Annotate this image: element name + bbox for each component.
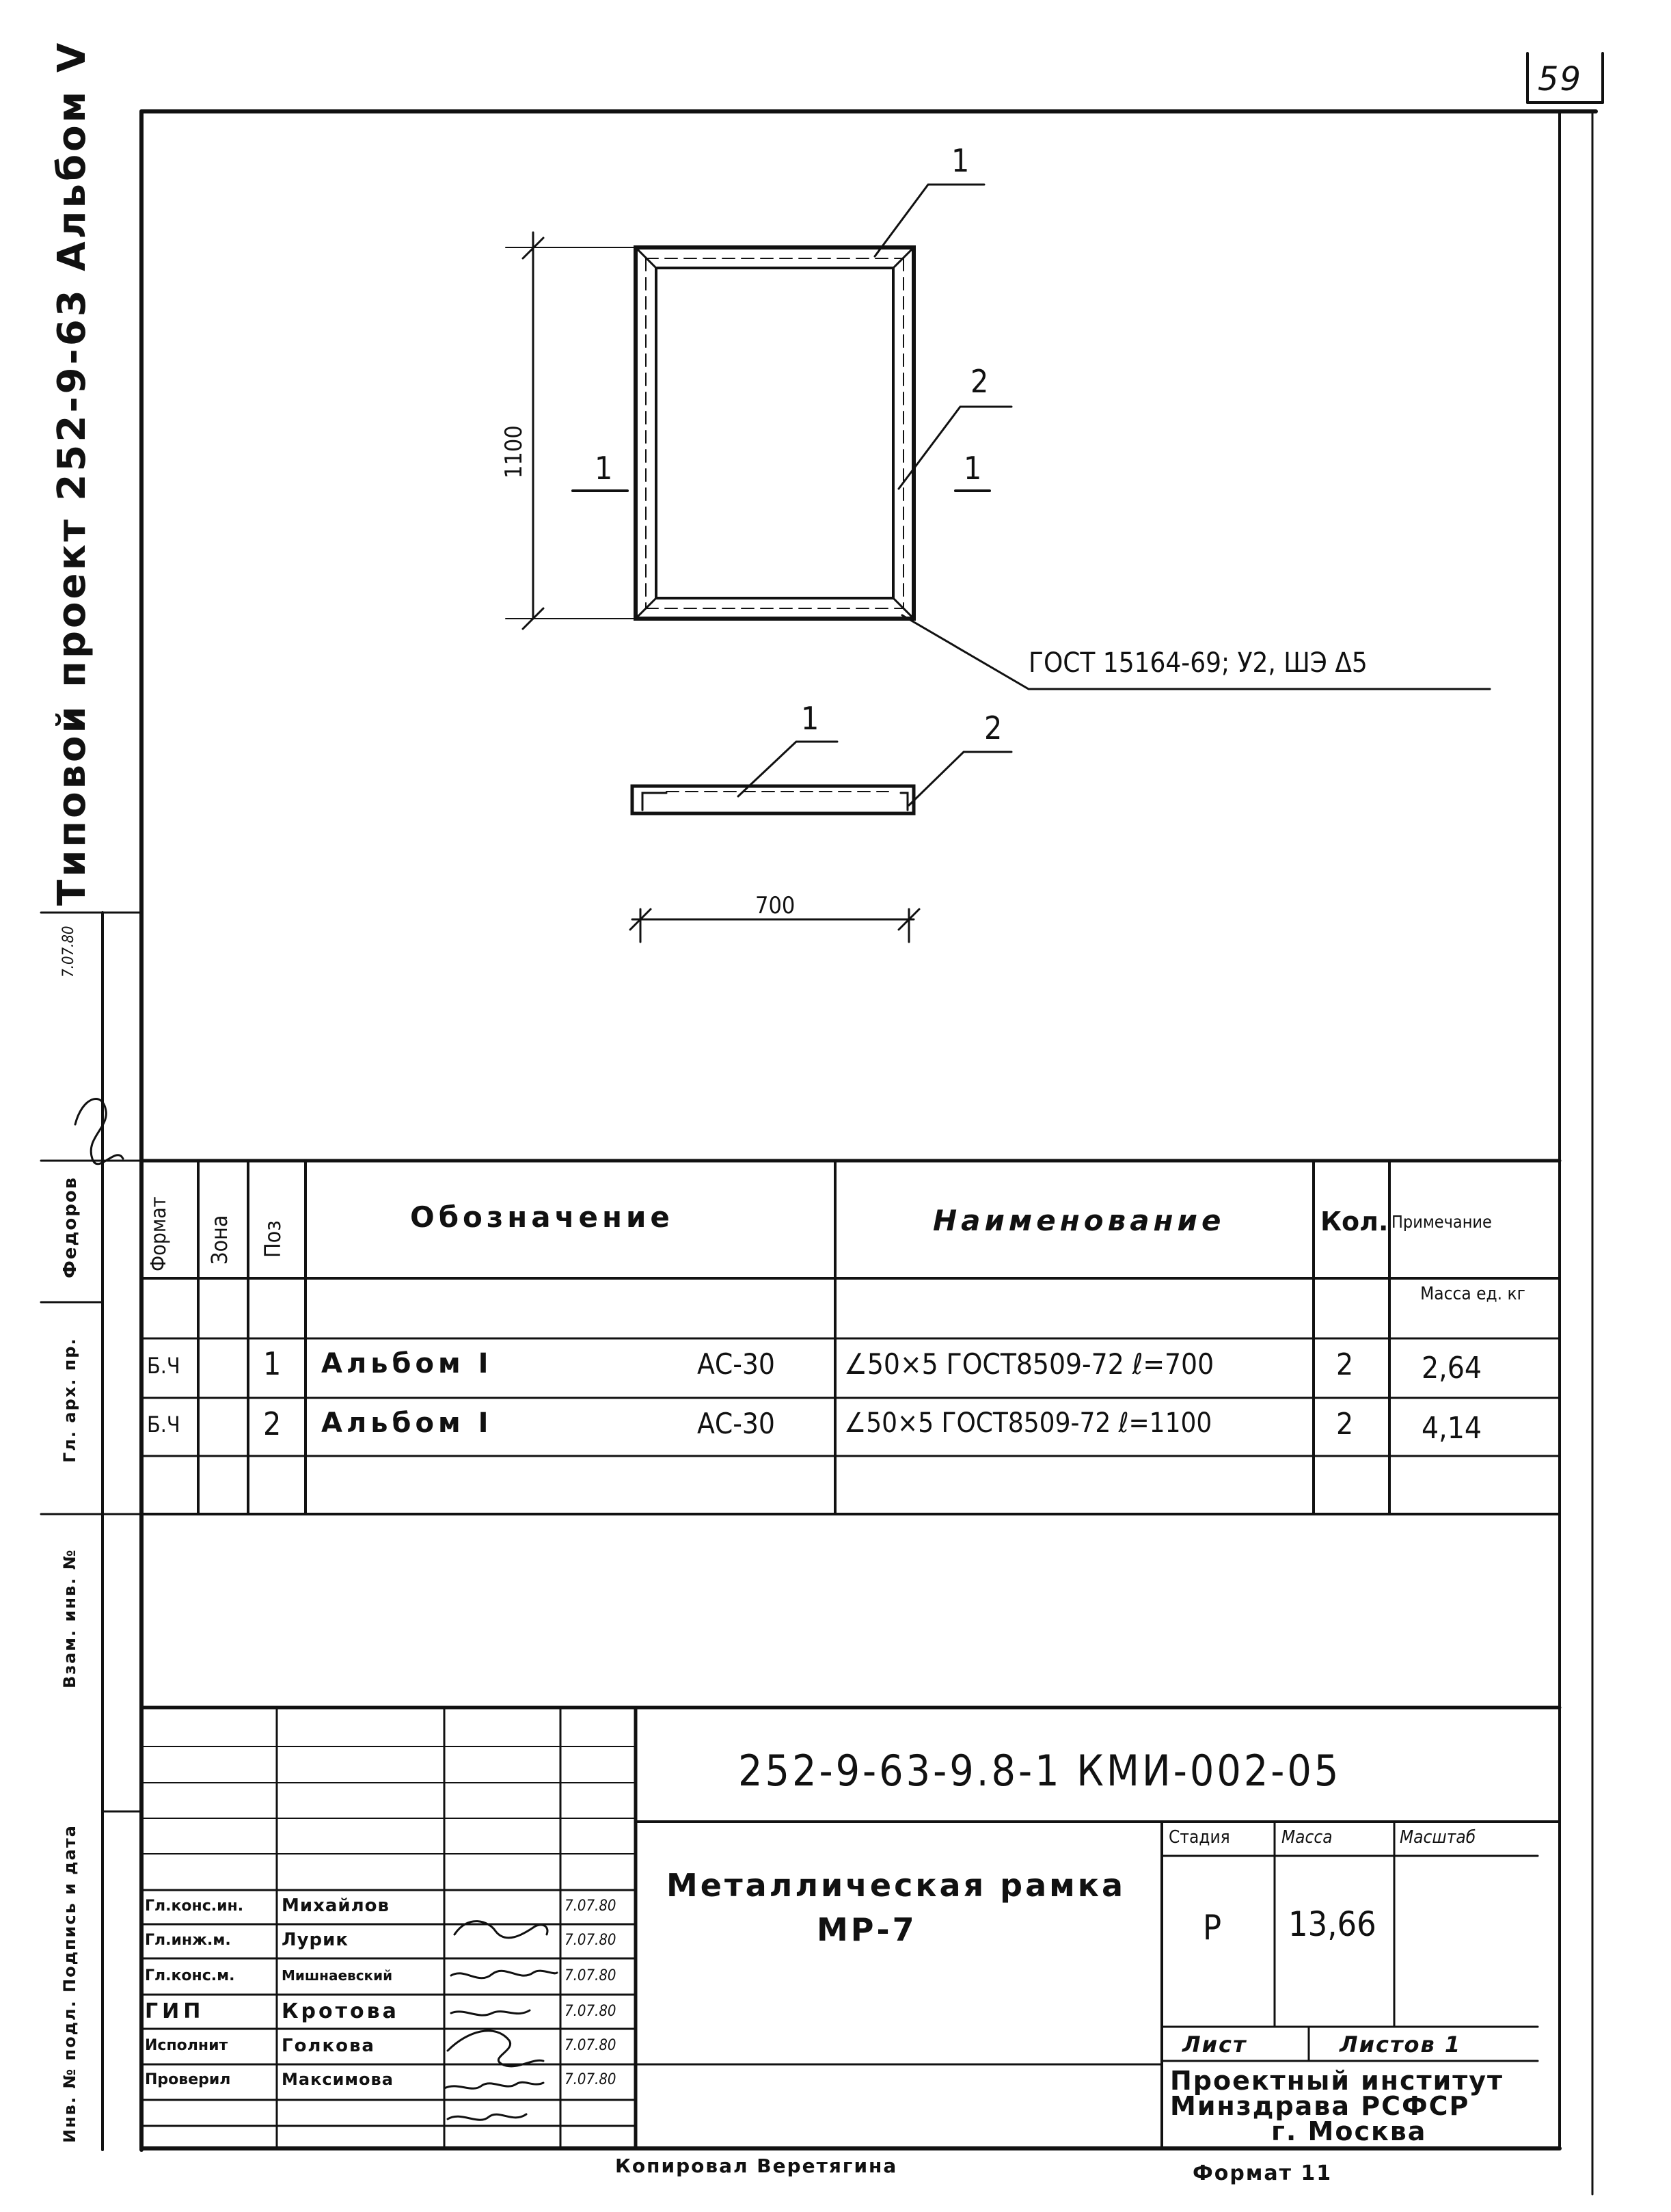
staff-date-3: 7.07.80 — [565, 1967, 616, 1984]
section-mark-left-label: 1 — [595, 450, 613, 487]
staff-role-3: Гл.конс.м. — [145, 1967, 235, 1984]
org-line-1: Проектный институт — [1170, 2066, 1504, 2096]
staff-role-5: Исполнит — [145, 2037, 228, 2054]
staff-date-5: 7.07.80 — [565, 2037, 616, 2054]
row2-mass: 4,14 — [1422, 1411, 1482, 1446]
binding-field-fedorov: Федоров — [60, 1176, 81, 1278]
staff-name-6: Максимова — [282, 2070, 394, 2089]
mass-label: Масса — [1281, 1827, 1333, 1848]
row1-qty: 2 — [1336, 1347, 1354, 1382]
header-format: Формат — [147, 1196, 171, 1271]
subheader-mass: Масса ед. кг — [1420, 1284, 1525, 1304]
binding-field-sign: Подпись и дата — [60, 1824, 79, 1993]
sheets-label: Листов 1 — [1340, 2032, 1462, 2058]
header-qty: Кол. — [1320, 1206, 1389, 1237]
staff-role-4: ГИП — [145, 1999, 205, 2023]
binding-field-inv: Инв. № подл. — [60, 1999, 79, 2143]
row2-name: ∠50×5 ГОСТ8509-72 ℓ=1100 — [844, 1407, 1212, 1439]
row1-format: Б.Ч — [147, 1353, 180, 1379]
scale-label: Масштаб — [1400, 1827, 1476, 1848]
section-leader-2-label: 2 — [984, 710, 1003, 746]
signature-krotova — [448, 2031, 543, 2066]
weld-note: ГОСТ 15164-69; У2, ШЭ Δ5 — [1029, 647, 1368, 679]
header-pos: Поз — [260, 1220, 286, 1258]
staff-role-1: Гл.конс.ин. — [145, 1898, 244, 1915]
title-line-1: Металлическая рамка — [666, 1867, 1126, 1904]
staff-date-4: 7.07.80 — [565, 2003, 616, 2020]
leader-section-2 — [909, 752, 1011, 805]
mass-value: 13,66 — [1288, 1904, 1376, 1944]
staff-name-4: Кротова — [282, 1999, 399, 2023]
binding-field-date: 7.07.80 — [60, 926, 77, 977]
sheet-label: Лист — [1182, 2032, 1247, 2058]
header-designation: Обозначение — [410, 1200, 674, 1234]
leader-top-label: 1 — [951, 142, 970, 179]
section-leader-1-label: 1 — [801, 700, 819, 737]
page-number: 59 — [1538, 60, 1583, 98]
staff-name-5: Голкова — [282, 2036, 375, 2056]
row1-name: ∠50×5 ГОСТ8509-72 ℓ=700 — [844, 1347, 1214, 1381]
staff-date-1: 7.07.80 — [565, 1898, 616, 1915]
row1-code: АС-30 — [697, 1347, 775, 1381]
signature-golkova — [444, 2082, 543, 2088]
header-zone: Зона — [206, 1215, 232, 1265]
row2-designation: Альбом I — [321, 1407, 493, 1439]
header-note: Примечание — [1391, 1212, 1492, 1232]
staff-role-6: Проверил — [145, 2071, 231, 2088]
staff-role-2: Гл.инж.м. — [145, 1932, 231, 1949]
signature-maksimova — [448, 2114, 526, 2120]
header-name: Наименование — [933, 1204, 1225, 1237]
dim-width-label: 700 — [755, 892, 796, 919]
stage-value: Р — [1203, 1908, 1222, 1947]
staff-name-2: Лурик — [282, 1930, 349, 1950]
frame-outer-outline — [636, 247, 914, 619]
staff-name-3: Мишнаевский — [282, 1967, 393, 1984]
binding-field-glarh: Гл. арх. пр. — [60, 1337, 79, 1463]
row2-pos: 2 — [263, 1405, 282, 1442]
leader-right-label: 2 — [970, 363, 989, 400]
org-line-3: г. Москва — [1271, 2116, 1427, 2146]
copied-by: Копировал Веретягина — [615, 2155, 898, 2177]
dim-height-label: 1100 — [500, 425, 528, 478]
binding-field-vzam: Взам. инв. № — [60, 1548, 79, 1688]
leader-section-1 — [738, 742, 837, 796]
row2-qty: 2 — [1336, 1407, 1354, 1442]
row1-pos: 1 — [263, 1345, 282, 1382]
format-label: Формат 11 — [1193, 2161, 1333, 2185]
stage-label: Стадия — [1169, 1827, 1230, 1848]
row2-code: АС-30 — [697, 1407, 775, 1440]
staff-date-6: 7.07.80 — [565, 2071, 616, 2088]
signature-lurik — [451, 1971, 557, 1978]
signature-fedorov — [75, 1099, 123, 1164]
album-title: Типовой проект 252-9-63 Альбом V — [50, 40, 94, 906]
doc-code: 252-9-63-9.8-1 КМИ-002-05 — [738, 1746, 1342, 1796]
org-line-2: Минздрава РСФСР — [1170, 2091, 1470, 2121]
row1-designation: Альбом I — [321, 1348, 493, 1379]
section-mark-right-label: 1 — [964, 450, 982, 487]
row1-mass: 2,64 — [1422, 1351, 1482, 1386]
staff-date-2: 7.07.80 — [565, 1932, 616, 1949]
section-outline — [632, 786, 914, 813]
row2-format: Б.Ч — [147, 1412, 180, 1438]
signature-mishnaevsky — [451, 2010, 530, 2015]
staff-name-1: Михайлов — [282, 1896, 390, 1916]
frame-inner-outline — [656, 268, 893, 598]
title-line-2: МР-7 — [817, 1911, 917, 1948]
